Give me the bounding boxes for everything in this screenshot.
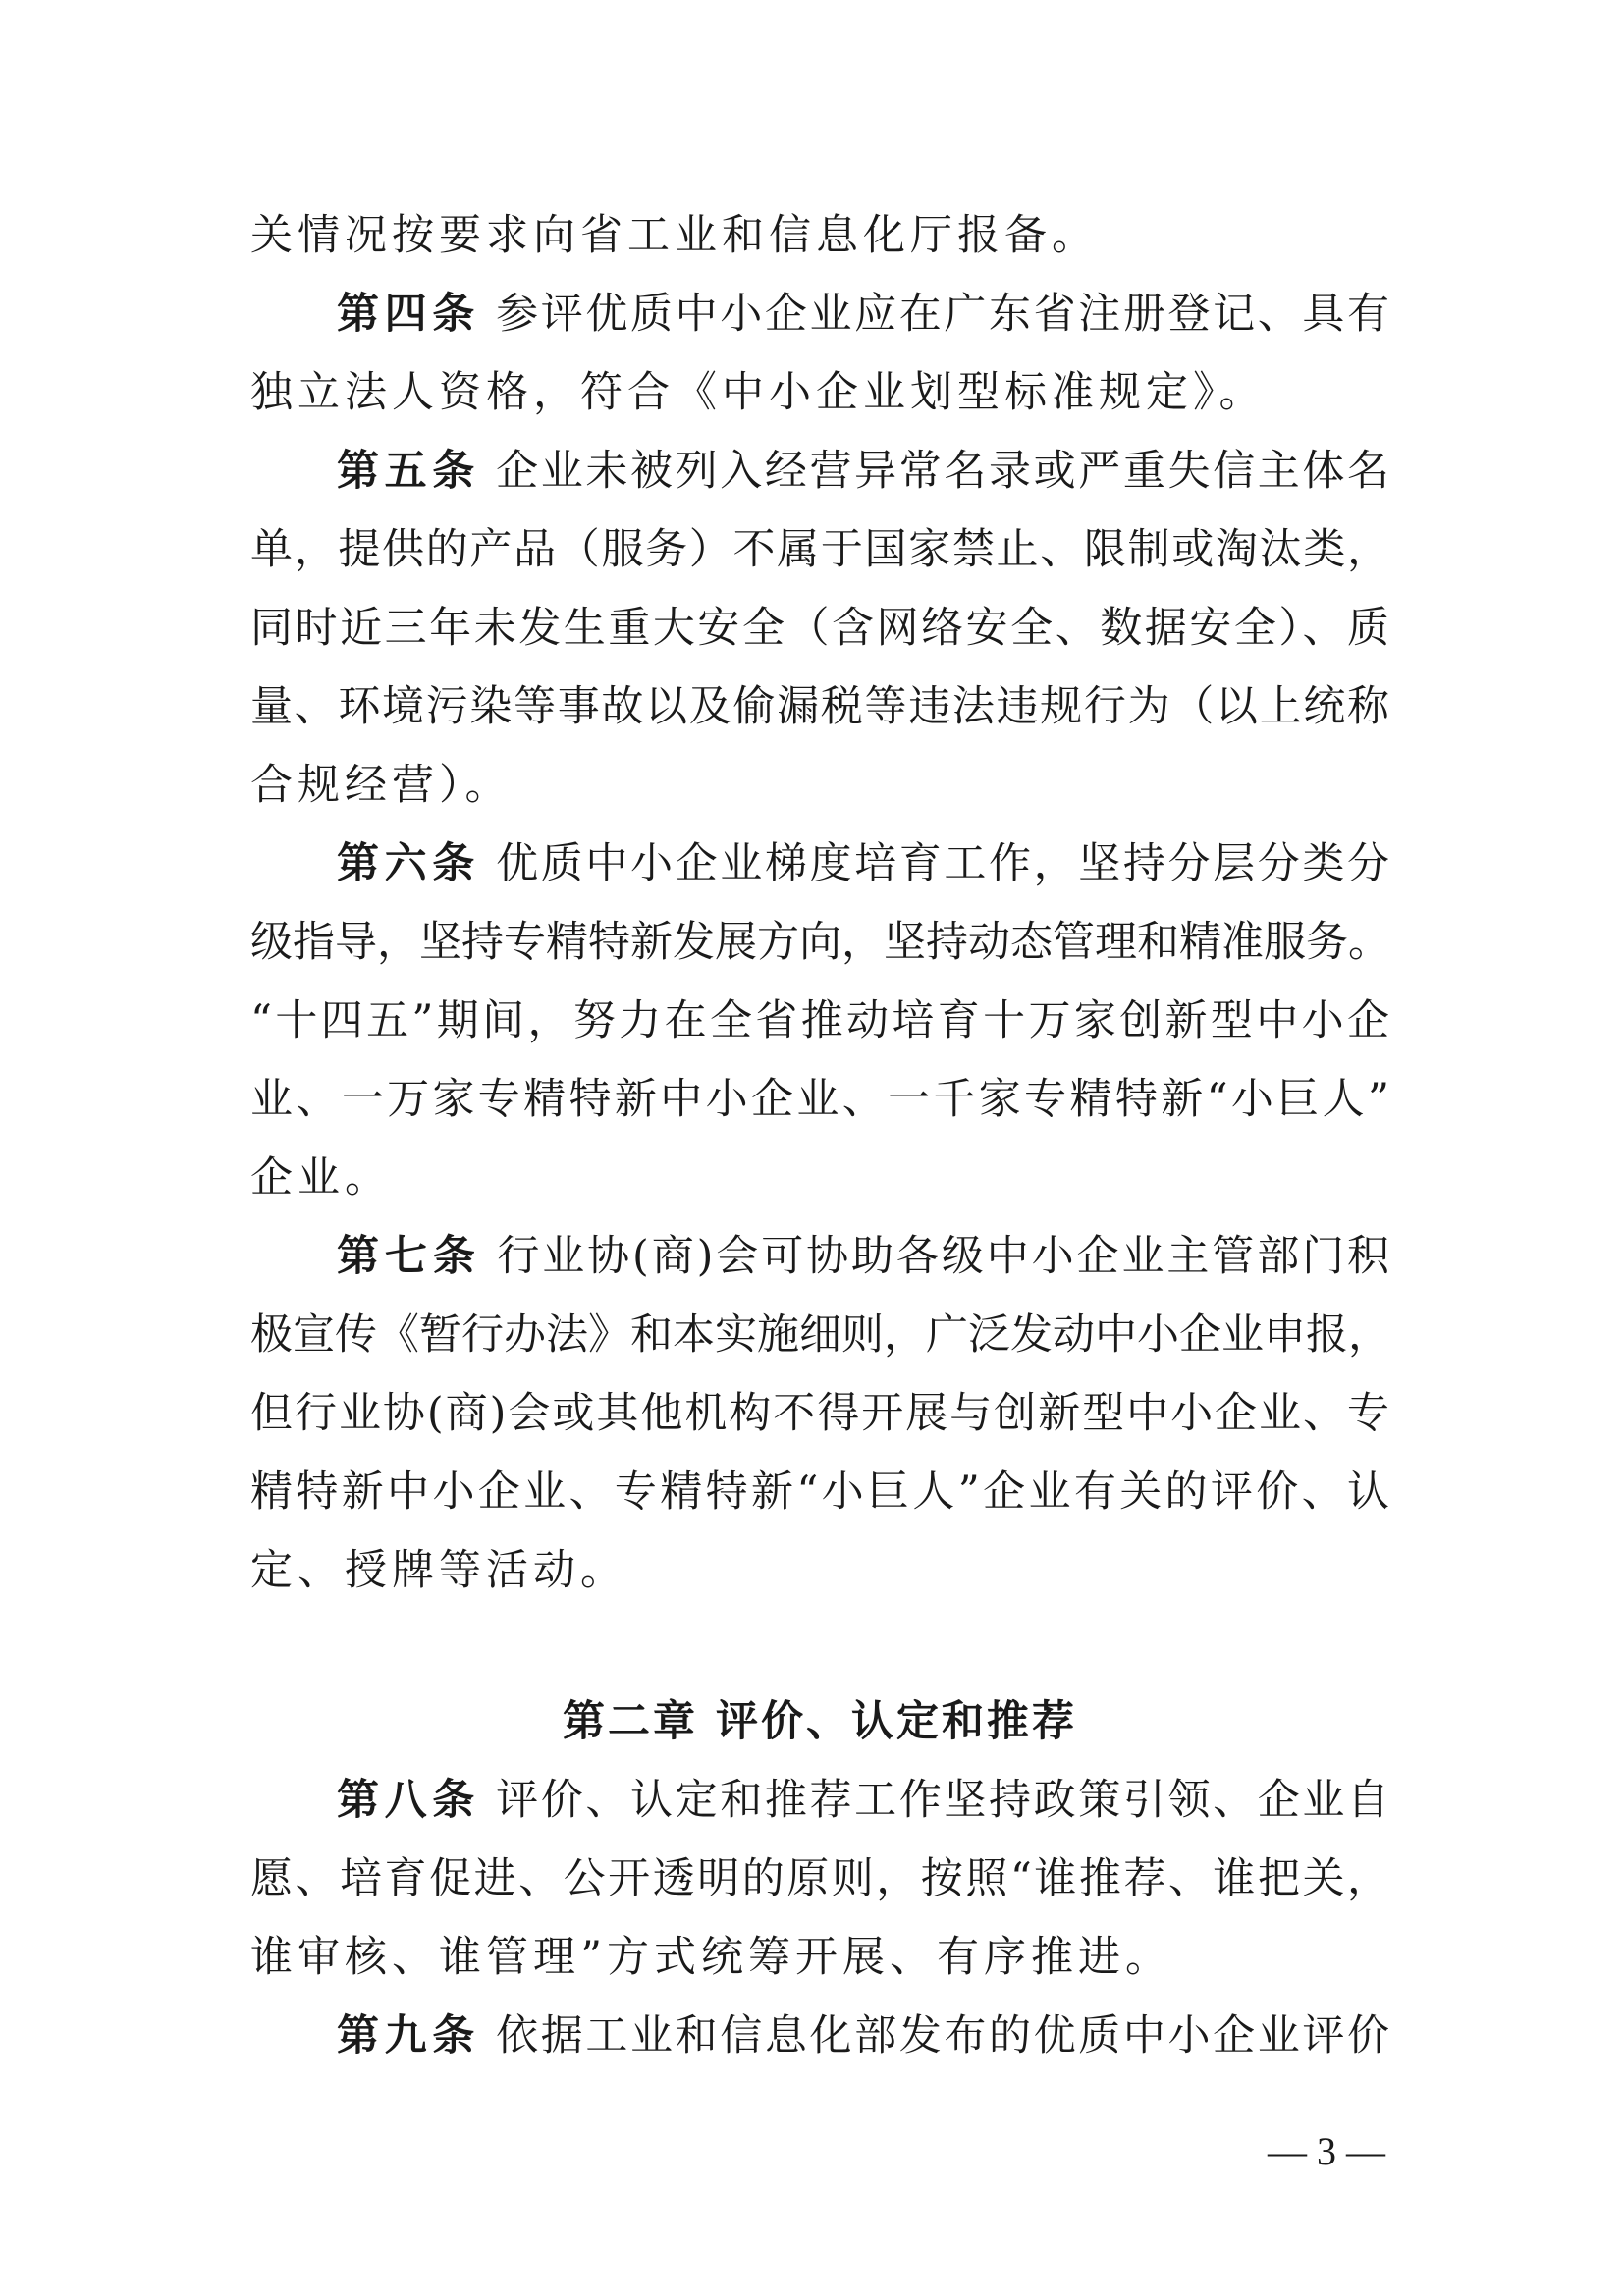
article-7-line-4: 精特新中小企业、专精特新“小巨人”企业有关的评价、认 [250, 1468, 1389, 1517]
article-5-line-2: 单，提供的产品（服务）不属于国家禁止、限制或淘汰类， [250, 525, 1389, 574]
article-6-line-5: 企业。 [250, 1153, 392, 1202]
page-number: — 3 — [1268, 2129, 1385, 2173]
article-5-line-3: 同时近三年未发生重大安全（含网络安全、数据安全）、质 [250, 604, 1389, 653]
article-9-line-1 [250, 1997, 1389, 2075]
chapter-title: 第二章 评价、认定和推荐 [563, 1697, 1077, 1746]
article-7-line-5: 定、授牌等活动。 [250, 1546, 627, 1595]
article-5-text: 企业未被列入经营异常名录或严重失信主体名 [496, 447, 1390, 496]
article-6-line-2: 级指导，坚持专精特新发展方向，坚持动态管理和精准服务。 [250, 918, 1390, 967]
article-5-heading: 第五条 [337, 447, 480, 496]
article-6-line-1 [250, 825, 1389, 903]
article-8-heading: 第八条 [337, 1776, 480, 1825]
article-9-heading: 第九条 [337, 2011, 480, 2060]
article-8-line-3: 谁审核、谁管理”方式统筹开展、有序推进。 [250, 1933, 1172, 1982]
paragraph-line: 关情况按要求向省工业和信息化厅报备。 [250, 211, 1099, 260]
article-7-line-1 [250, 1217, 1389, 1296]
article-5-line-5: 合规经营）。 [250, 761, 513, 810]
article-9-text: 依据工业和信息化部发布的优质中小企业评价 [496, 2011, 1390, 2060]
article-4-line-2: 独立法人资格，符合《中小企业划型标准规定》。 [250, 368, 1267, 417]
article-7-line-2: 极宣传《暂行办法》和本实施细则，广泛发动中小企业申报， [250, 1310, 1390, 1360]
article-6-heading: 第六条 [337, 839, 480, 888]
article-4-heading: 第四条 [337, 290, 480, 339]
article-6-text: 优质中小企业梯度培育工作，坚持分层分类分 [496, 839, 1390, 888]
article-7-heading: 第七条 [337, 1232, 481, 1281]
article-6-line-4: 业、一万家专精特新中小企业、一千家专精特新“小巨人” [250, 1075, 1389, 1124]
article-8-line-1 [250, 1761, 1389, 1840]
document-body [250, 196, 1389, 2075]
article-7-line-3: 但行业协(商)会或其他机构不得开展与创新型中小企业、专 [250, 1389, 1389, 1438]
article-7-text: 行业协(商)会可协助各级中小企业主管部门积 [497, 1232, 1390, 1281]
article-8-line-2: 愿、培育促进、公开透明的原则，按照“谁推荐、谁把关， [250, 1854, 1389, 1903]
article-4-line-1 [250, 275, 1389, 353]
article-4-text: 参评优质中小企业应在广东省注册登记、具有 [496, 290, 1390, 339]
article-8-text: 评价、认定和推荐工作坚持政策引领、企业自 [496, 1776, 1390, 1825]
article-5-line-4: 量、环境污染等事故以及偷漏税等违法违规行为（以上统称 [250, 682, 1389, 731]
article-5-line-1 [250, 432, 1389, 510]
article-6-line-3: “十四五”期间，努力在全省推动培育十万家创新型中小企 [250, 996, 1389, 1045]
